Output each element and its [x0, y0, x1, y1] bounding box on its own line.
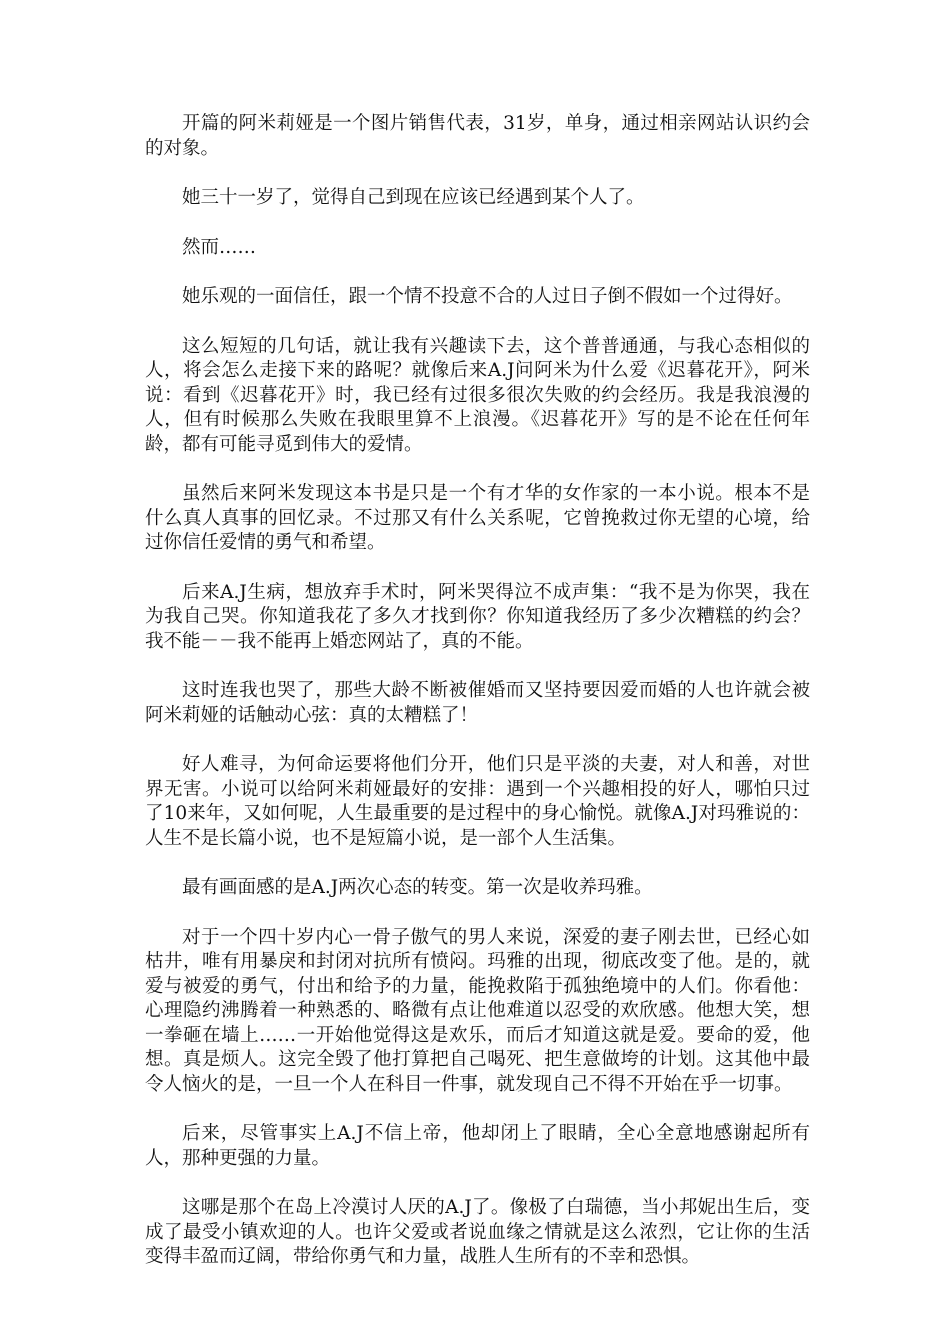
paragraph-2: 她三十一岁了，觉得自己到现在应该已经遇到某个人了。 — [182, 187, 645, 208]
document-body — [145, 112, 810, 1295]
paragraph-4: 她乐观的一面信任，跟一个情不投意不合的人过日子倒不假如一个过得好。 — [182, 286, 793, 307]
paragraph-5: 这么短短的几句话，就让我有兴趣读下去，这个普普通通，与我心态相似的人，将会怎么走接下来的路呢？就像后来A.J问阿米为什么爱《迟暮花开》，阿米说：看到《迟暮花开》时，我已经有过很多很次失败的约会经历。我是我浪漫的人，但有时候那么失败在我眼里算不上浪漫。《迟暮花开》写的是不论在任何年龄，都有可能寻觅到伟大的爱情。 — [145, 335, 810, 455]
paragraph-3: 然而…… — [182, 236, 257, 258]
paragraph-8: 这时连我也哭了，那些大龄不断被催婚而又坚持要因爱而婚的人也许就会被阿米莉娅的话触动心弦：真的太糟糕了！ — [145, 680, 810, 726]
paragraph-13: 这哪是那个在岛上冷漠讨人厌的A.J了。像极了白瑞德，当小邦妮出生后，变成了最受小镇欢迎的人。也许父爱或者说血缘之情就是这么浓烈，它让你的生活变得丰盈而辽阔，带给你勇气和力量，战胜人生所有的不幸和恐惧。 — [145, 1197, 810, 1267]
paragraph-1: 开篇的阿米莉娅是一个图片销售代表，31岁，单身，通过相亲网站认识约会的对象。 — [145, 113, 810, 159]
paragraph-9: 好人难寻，为何命运要将他们分开，他们只是平淡的夫妻，对人和善，对世界无害。小说可以给阿米莉娅最好的安排：遇到一个兴趣相投的好人，哪怕只过了10来年，又如何呢，人生最重要的是过程中的身心愉悦。就像A.J对玛雅说的：人生不是长篇小说，也不是短篇小说，是一部个人生活集。 — [145, 754, 810, 849]
paragraph-11: 对于一个四十岁内心一骨子傲气的男人来说，深爱的妻子刚去世，已经心如枯井，唯有用暴戾和封闭对抗所有愤闷。玛雅的出现，彻底改变了他。是的，就爱与被爱的勇气，付出和给予的力量，能挽救陷于孤独绝境中的人们。你看他：心理隐约沸腾着一种熟悉的、略微有点让他难道以忍受的欢欣感。他想大笑，想一拳砸在墙上……一开始他觉得这是欢乐，而后才知道这就是爱。要命的爱，他想。真是烦人。这完全毁了他打算把自己喝死、把生意做垮的计划。这其他中最令人恼火的是，一旦一个人在科目一件事，就发现自己不得不开始在乎一切事。 — [145, 926, 810, 1095]
paragraph-12: 后来，尽管事实上A.J不信上帝，他却闭上了眼睛，全心全意地感谢起所有人，那种更强的力量。 — [145, 1123, 810, 1169]
paragraph-10: 最有画面感的是A.J两次心态的转变。第一次是收养玛雅。 — [182, 877, 653, 898]
paragraph-6: 虽然后来阿米发现这本书是只是一个有才华的女作家的一本小说。根本不是什么真人真事的回忆录。不过那又有什么关系呢，它曾挽救过你无望的心境，给过你信任爱情的勇气和希望。 — [145, 483, 810, 553]
paragraph-7: 后来A.J生病，想放弃手术时，阿米哭得泣不成声集：“我不是为你哭，我在为我自己哭。你知道我花了多久才找到你？你知道我经历了多少次糟糕的约会？我不能－－我不能再上婚恋网站了，真的不能。 — [145, 581, 810, 652]
